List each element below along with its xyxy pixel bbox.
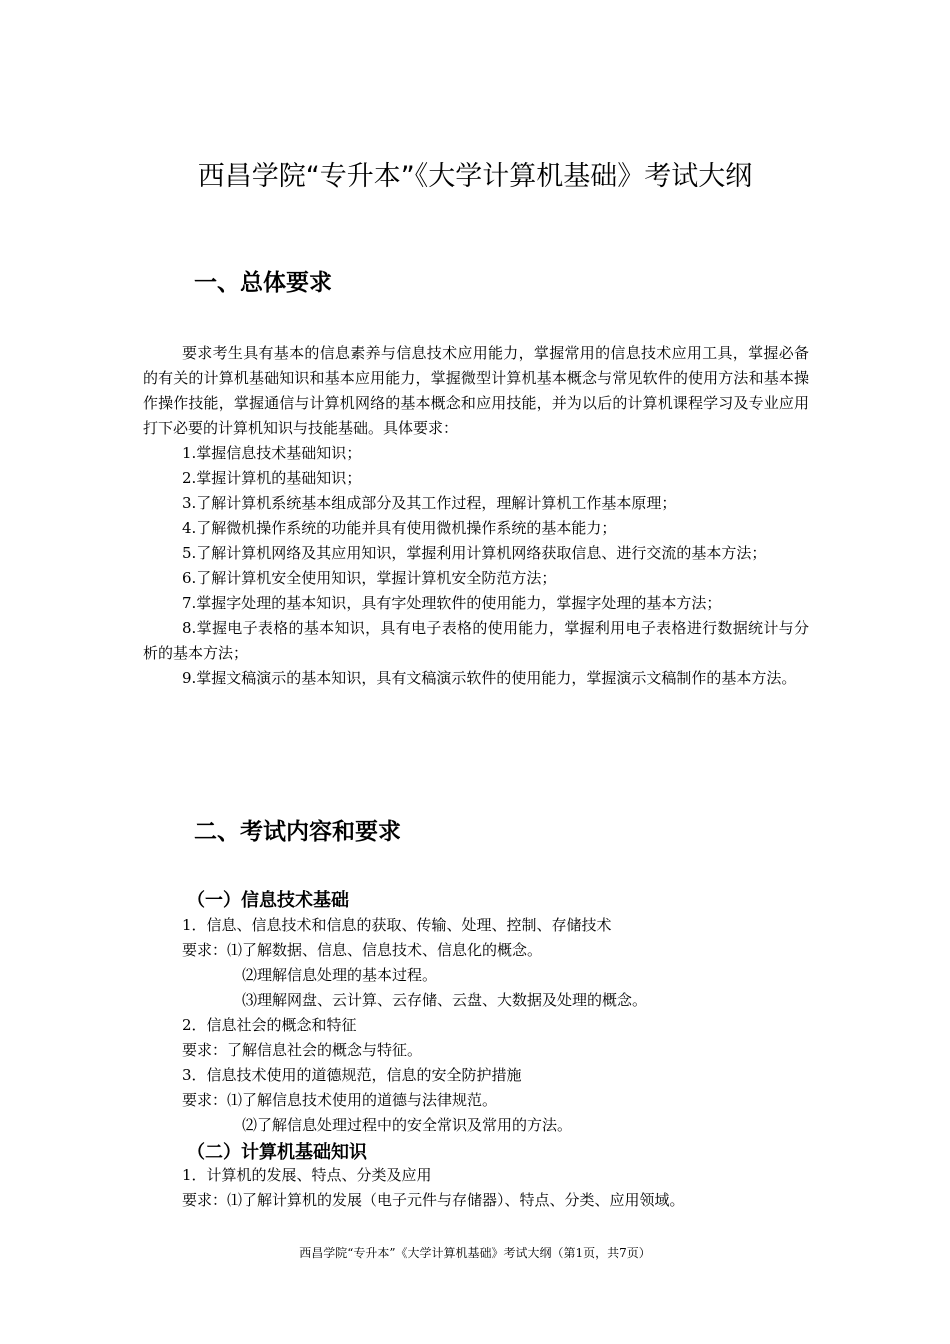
requirement-line: 要求：⑴了解数据、信息、信息技术、信息化的概念。 — [182, 941, 543, 959]
requirement-line: 要求：了解信息社会的概念与特征。 — [182, 1041, 423, 1059]
intro-paragraph: 要求考生具有基本的信息素养与信息技术应用能力，掌握常用的信息技术应用工具，掌握必备的有关的计算机基础知识和基本应用能力，掌握微型计算机基本概念与常见软件的使用方法和基本操作操作技能，掌握通信与计算机网络的基本概念和应用技能，并为以后的计算机课程学习及专业应用打下必要的计算机知识与技能基础。具体要求： — [143, 344, 809, 437]
requirement-item-7: 7.掌握字处理的基本知识，具有字处理软件的使用能力，掌握字处理的基本方法； — [182, 594, 722, 612]
requirement-item-8: 8.掌握电子表格的基本知识，具有电子表格的使用能力，掌握利用电子表格进行数据统计与分析的基本方法； — [143, 619, 809, 662]
requirement-line: ⑵了解信息处理过程中的安全常识及常用的方法。 — [242, 1116, 573, 1134]
requirement-item-2: 2.掌握计算机的基础知识； — [182, 469, 362, 487]
subsection-heading-computer-basics: （二）计算机基础知识 — [187, 1142, 367, 1163]
requirement-item-3: 3.了解计算机系统基本组成部分及其工作过程，理解计算机工作基本原理； — [182, 494, 677, 512]
requirement-line: ⑶理解网盘、云计算、云存储、云盘、大数据及处理的概念。 — [242, 991, 648, 1009]
requirement-line: 要求：⑴了解计算机的发展（电子元件与存储器）、特点、分类、应用领域。 — [182, 1191, 685, 1209]
requirement-item-6: 6.了解计算机安全使用知识，掌握计算机安全防范方法； — [182, 569, 557, 587]
topic-line: 2．信息社会的概念和特征 — [182, 1016, 357, 1034]
section-general-requirements-body — [143, 341, 809, 691]
requirement-item-1: 1.掌握信息技术基础知识； — [182, 444, 362, 462]
topic-line: 1．计算机的发展、特点、分类及应用 — [182, 1166, 432, 1184]
section-heading-general-requirements: 一、总体要求 — [194, 270, 332, 296]
requirement-line: 要求：⑴了解信息技术使用的道德与法律规范。 — [182, 1091, 498, 1109]
requirement-line: ⑵理解信息处理的基本过程。 — [242, 966, 438, 984]
topic-line: 3．信息技术使用的道德规范，信息的安全防护措施 — [182, 1066, 522, 1084]
section-heading-exam-content: 二、考试内容和要求 — [194, 819, 401, 845]
requirement-item-4: 4.了解微机操作系统的功能并具有使用微机操作系统的基本能力； — [182, 519, 617, 537]
topic-line: 1．信息、信息技术和信息的获取、传输、处理、控制、存储技术 — [182, 916, 612, 934]
requirement-item-9: 9.掌握文稿演示的基本知识，具有文稿演示软件的使用能力，掌握演示文稿制作的基本方法。 — [182, 669, 797, 687]
requirement-item-5: 5.了解计算机网络及其应用知识，掌握利用计算机网络获取信息、进行交流的基本方法； — [182, 544, 767, 562]
document-title: 西昌学院“专升本”《大学计算机基础》考试大纲 — [197, 161, 753, 192]
subsection-heading-it-basics: （一）信息技术基础 — [187, 890, 349, 911]
page-footer: 西昌学院“专升本”《大学计算机基础》考试大纲（第1页，共7页） — [299, 1246, 651, 1260]
